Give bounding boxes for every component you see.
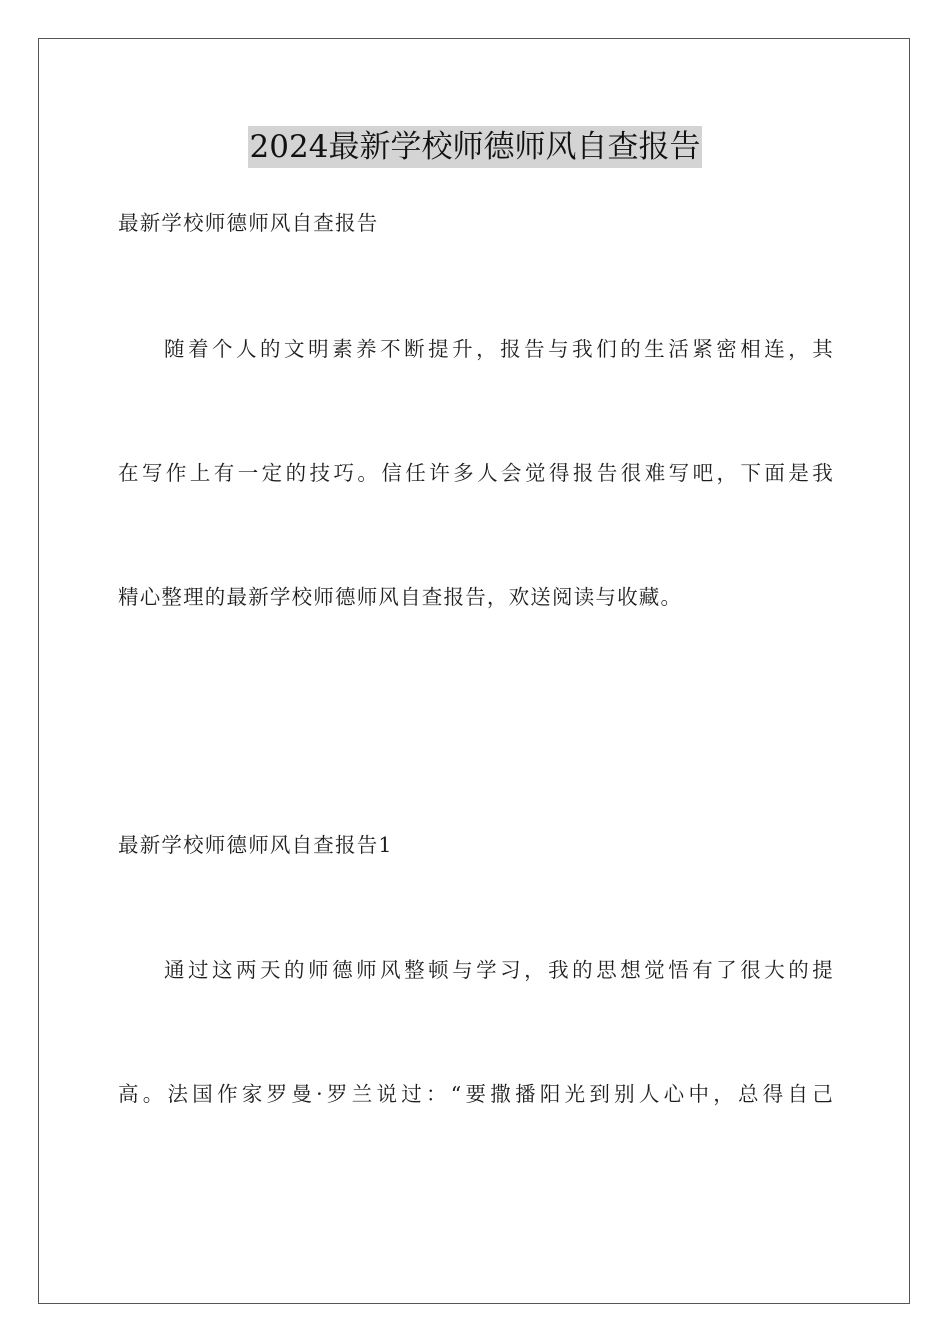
document-subtitle: 最新学校师德师风自查报告 — [118, 211, 379, 235]
intro-line-2: 在写作上有一定的技巧。信任许多人会觉得报告很难写吧，下面是我 — [118, 461, 834, 485]
intro-line-3: 精心整理的最新学校师德师风自查报告，欢送阅读与收藏。 — [118, 585, 683, 609]
title-container — [0, 126, 950, 168]
section-heading: 最新学校师德师风自查报告1 — [118, 833, 393, 857]
section-line-1: 通过这两天的师德师风整顿与学习，我的思想觉悟有了很大的提 — [164, 958, 834, 982]
intro-line-1: 随着个人的文明素养不断提升，报告与我们的生活紧密相连，其 — [164, 337, 834, 361]
document-title: 2024最新学校师德师风自查报告 — [248, 126, 703, 168]
section-line-2: 高。法国作家罗曼·罗兰说过：“要撒播阳光到别人心中，总得自己 — [118, 1082, 834, 1106]
